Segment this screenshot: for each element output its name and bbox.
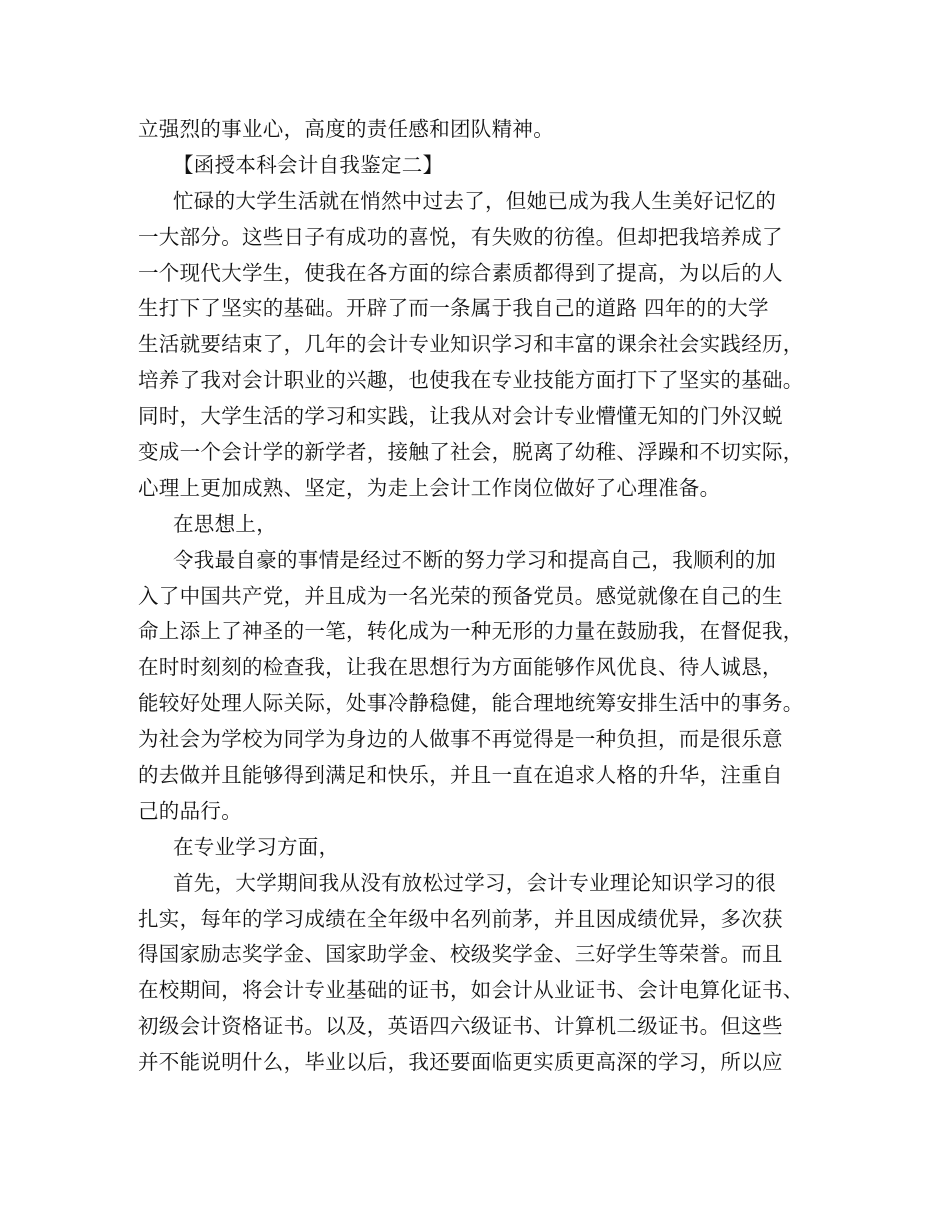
text-line: 入了中国共产党，并且成为一名光荣的预备党员。感觉就像在自己的生 xyxy=(138,583,783,608)
text-line: 初级会计资格证书。以及，英语四六级证书、计算机二级证书。但这些 xyxy=(138,1014,783,1039)
paragraph-lines xyxy=(138,112,822,1081)
text-line: 【函授本科会计自我鉴定二】 xyxy=(173,152,444,177)
text-line: 在时时刻刻的检查我，让我在思想行为方面能够作风优良、待人诚恳， xyxy=(138,655,783,680)
text-line: 同时，大学生活的学习和实践，让我从对会计专业懵懂无知的门外汉蜕 xyxy=(138,404,783,429)
text-line: 变成一个会计学的新学者，接触了社会，脱离了幼稚、浮躁和不切实际， xyxy=(138,440,804,465)
text-line: 的去做并且能够得到满足和快乐，并且一直在追求人格的升华，注重自 xyxy=(138,763,783,788)
text-line: 得国家励志奖学金、国家助学金、校级奖学金、三好学生等荣誉。而且 xyxy=(138,942,783,967)
text-line: 己的品行。 xyxy=(138,798,242,823)
text-line: 生打下了坚实的基础。开辟了而一条属于我自己的道路 四年的的大学 xyxy=(138,296,769,321)
text-line: 在校期间，将会计专业基础的证书，如会计从业证书、会计电算化证书、 xyxy=(138,978,804,1003)
text-line: 为社会为学校为同学为身边的人做事不再觉得是一种负担，而是很乐意 xyxy=(138,727,783,752)
text-line: 一个现代大学生，使我在各方面的综合素质都得到了提高，为以后的人 xyxy=(138,260,783,285)
text-line: 首先，大学期间我从没有放松过学习，会计专业理论知识学习的很 xyxy=(173,870,777,895)
text-line: 命上添上了神圣的一笔，转化成为一种无形的力量在鼓励我，在督促我， xyxy=(138,619,804,644)
document-body xyxy=(138,112,822,1081)
text-line: 心理上更加成熟、坚定，为走上会计工作岗位做好了心理准备。 xyxy=(138,475,721,500)
text-line: 并不能说明什么，毕业以后，我还要面临更实质更高深的学习，所以应 xyxy=(138,1050,783,1075)
text-line: 一大部分。这些日子有成功的喜悦，有失败的彷徨。但却把我培养成了 xyxy=(138,224,783,249)
text-line: 培养了我对会计职业的兴趣，也使我在专业技能方面打下了坚实的基础。 xyxy=(138,368,804,393)
text-line: 生活就要结束了，几年的会计专业知识学习和丰富的课余社会实践经历， xyxy=(138,332,804,357)
text-line: 在专业学习方面， xyxy=(173,834,340,859)
text-line: 扎实，每年的学习成绩在全年级中名列前茅，并且因成绩优异，多次获 xyxy=(138,906,783,931)
text-line: 令我最自豪的事情是经过不断的努力学习和提高自己，我顺利的加 xyxy=(173,547,777,572)
text-line: 能较好处理人际关际，处事冷静稳健，能合理地统筹安排生活中的事务。 xyxy=(138,691,804,716)
text-line: 立强烈的事业心，高度的责任感和团队精神。 xyxy=(138,117,554,141)
text-line: 忙碌的大学生活就在悄然中过去了，但她已成为我人生美好记忆的 xyxy=(173,188,777,213)
text-line: 在思想上， xyxy=(173,511,277,536)
